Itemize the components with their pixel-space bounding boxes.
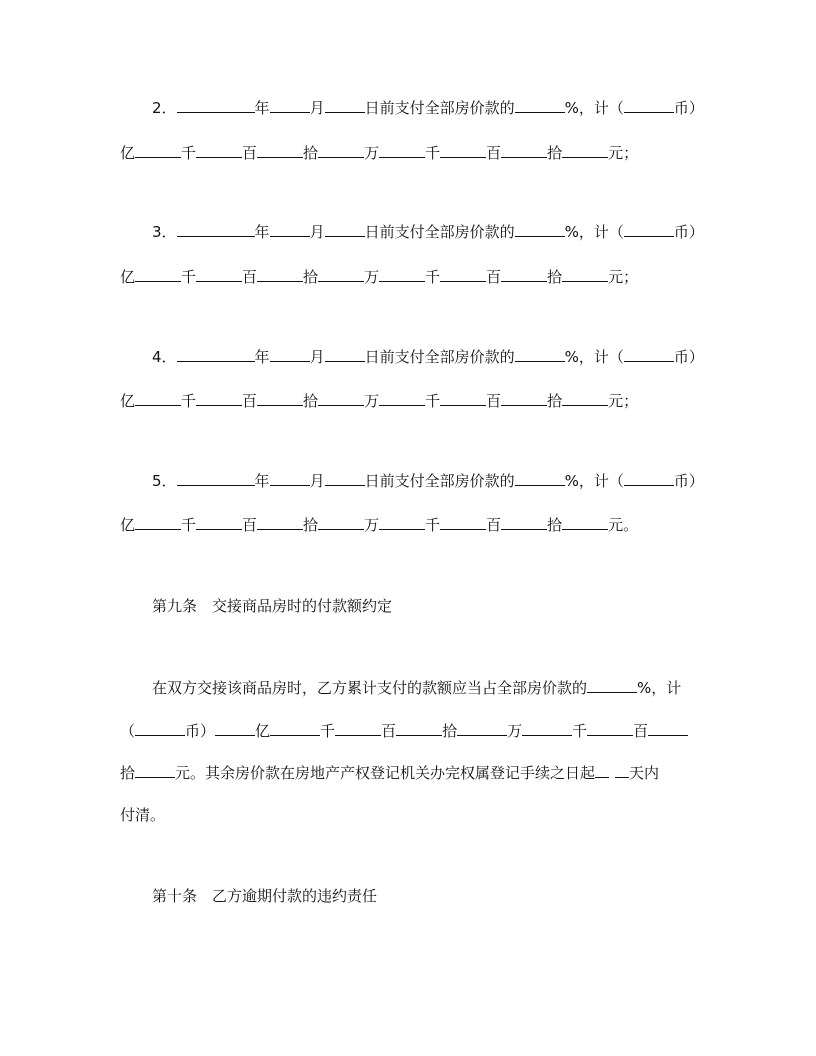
label-year: 年 <box>254 223 270 241</box>
blank-field[interactable] <box>624 222 674 237</box>
blank-field[interactable] <box>177 471 255 486</box>
blank-field[interactable] <box>522 721 572 736</box>
blank-field[interactable] <box>595 763 609 778</box>
clause-4-line-2 <box>120 391 638 411</box>
unit-label: 亿 <box>120 144 136 162</box>
blank-field[interactable] <box>135 143 181 158</box>
unit-label: 拾 <box>303 144 319 162</box>
unit-label: 万 <box>364 268 380 286</box>
unit-label: 拾 <box>442 722 458 740</box>
paren-open: （ <box>120 722 136 740</box>
article-9-para-line-4: 付清。 <box>120 806 166 824</box>
paragraph-text: 在双方交接该商品房时，乙方累计支付的款额应当占全部房价款的 <box>152 679 588 697</box>
label-month: 月 <box>309 472 325 490</box>
article-9-para-line-2 <box>120 721 688 741</box>
blank-field[interactable] <box>562 391 608 406</box>
blank-field[interactable] <box>257 143 303 158</box>
blank-field[interactable] <box>135 721 185 736</box>
unit-label: 千 <box>181 268 197 286</box>
blank-field[interactable] <box>562 143 608 158</box>
unit-label: 百 <box>486 392 502 410</box>
unit-label: 百 <box>242 392 258 410</box>
unit-label: 万 <box>507 722 523 740</box>
blank-field[interactable] <box>270 721 320 736</box>
label-month: 月 <box>309 99 325 117</box>
clause-text: 日前支付全部房价款的 <box>364 348 515 366</box>
unit-label: 千 <box>425 268 441 286</box>
label-currency: 币） <box>185 722 216 740</box>
unit-label: 拾 <box>120 764 136 782</box>
unit-label: 千 <box>425 144 441 162</box>
blank-field[interactable] <box>615 763 629 778</box>
blank-field[interactable] <box>379 391 425 406</box>
unit-label: 元。 <box>608 516 639 534</box>
blank-field[interactable] <box>177 347 255 362</box>
blank-field[interactable] <box>396 721 442 736</box>
blank-field[interactable] <box>562 515 608 530</box>
blank-field[interactable] <box>196 143 242 158</box>
unit-label: 拾 <box>547 516 563 534</box>
label-currency: 币） <box>673 99 704 117</box>
blank-field[interactable] <box>318 143 364 158</box>
label-year: 年 <box>254 472 270 490</box>
blank-field[interactable] <box>587 721 633 736</box>
unit-label: 拾 <box>547 144 563 162</box>
blank-field[interactable] <box>624 98 674 113</box>
blank-field[interactable] <box>318 515 364 530</box>
label-percent: %，计 <box>637 679 682 697</box>
unit-label: 百 <box>242 144 258 162</box>
blank-field[interactable] <box>515 98 565 113</box>
clause-text: 日前支付全部房价款的 <box>364 472 515 490</box>
clause-number: 3． <box>152 223 177 241</box>
blank-field[interactable] <box>135 763 175 778</box>
clause-3-line-1 <box>152 222 704 242</box>
blank-field[interactable] <box>501 515 547 530</box>
blank-field[interactable] <box>515 347 565 362</box>
unit-label: 千 <box>181 516 197 534</box>
unit-label: 亿 <box>255 722 271 740</box>
unit-label: 元； <box>608 392 639 410</box>
unit-label: 拾 <box>303 516 319 534</box>
label-year: 年 <box>254 348 270 366</box>
unit-label: 亿 <box>120 516 136 534</box>
label-currency: 币） <box>673 348 704 366</box>
clause-2-line-1 <box>152 98 704 118</box>
clause-5-line-2 <box>120 515 638 535</box>
clause-2-line-2 <box>120 143 638 163</box>
blank-field[interactable] <box>379 515 425 530</box>
blank-field[interactable] <box>270 471 310 486</box>
unit-label: 千 <box>425 392 441 410</box>
label-currency: 币） <box>673 223 704 241</box>
blank-field[interactable] <box>257 267 303 282</box>
blank-field[interactable] <box>318 267 364 282</box>
article-9-heading: 第九条 交接商品房时的付款额约定 <box>152 597 393 615</box>
blank-field[interactable] <box>515 471 565 486</box>
unit-label: 百 <box>242 268 258 286</box>
unit-label: 拾 <box>303 268 319 286</box>
blank-field[interactable] <box>196 267 242 282</box>
blank-field[interactable] <box>648 721 688 736</box>
blank-field[interactable] <box>177 98 255 113</box>
article-9-para-line-3 <box>120 763 659 783</box>
blank-field[interactable] <box>325 347 365 362</box>
blank-field[interactable] <box>379 267 425 282</box>
clause-number: 4． <box>152 348 177 366</box>
unit-label: 百 <box>242 516 258 534</box>
clause-text: 日前支付全部房价款的 <box>364 99 515 117</box>
blank-field[interactable] <box>318 391 364 406</box>
blank-field[interactable] <box>440 515 486 530</box>
blank-field[interactable] <box>270 222 310 237</box>
label-percent: %，计（ <box>564 348 624 366</box>
clause-number: 2． <box>152 99 177 117</box>
blank-field[interactable] <box>196 391 242 406</box>
blank-field[interactable] <box>501 391 547 406</box>
unit-label: 百 <box>486 268 502 286</box>
blank-field[interactable] <box>270 347 310 362</box>
clause-text: 日前支付全部房价款的 <box>364 223 515 241</box>
label-month: 月 <box>309 223 325 241</box>
unit-label: 拾 <box>547 392 563 410</box>
unit-label: 拾 <box>547 268 563 286</box>
unit-label: 千 <box>320 722 336 740</box>
unit-label: 亿 <box>120 268 136 286</box>
blank-field[interactable] <box>325 98 365 113</box>
unit-label: 元； <box>608 144 639 162</box>
unit-label: 拾 <box>303 392 319 410</box>
blank-field[interactable] <box>135 515 181 530</box>
article-10-heading: 第十条 乙方逾期付款的违约责任 <box>152 887 378 905</box>
clause-5-line-1 <box>152 471 704 491</box>
blank-field[interactable] <box>215 721 255 736</box>
clause-3-line-2 <box>120 267 638 287</box>
blank-field[interactable] <box>440 143 486 158</box>
blank-field[interactable] <box>440 267 486 282</box>
unit-label: 千 <box>425 516 441 534</box>
blank-field[interactable] <box>135 267 181 282</box>
unit-label: 百 <box>381 722 397 740</box>
blank-field[interactable] <box>270 98 310 113</box>
unit-label: 万 <box>364 144 380 162</box>
label-year: 年 <box>254 99 270 117</box>
paragraph-text: 天内 <box>629 764 660 782</box>
unit-label: 万 <box>364 392 380 410</box>
paragraph-text: 元。其余房价款在房地产产权登记机关办完权属登记手续之日起 <box>175 764 596 782</box>
label-percent: %，计（ <box>564 472 624 490</box>
unit-label: 万 <box>364 516 380 534</box>
blank-field[interactable] <box>257 515 303 530</box>
blank-field[interactable] <box>501 267 547 282</box>
blank-field[interactable] <box>501 143 547 158</box>
article-9-para-line-1 <box>152 678 681 698</box>
blank-field[interactable] <box>325 471 365 486</box>
clause-number: 5． <box>152 472 177 490</box>
blank-field[interactable] <box>440 391 486 406</box>
unit-label: 千 <box>181 144 197 162</box>
blank-field[interactable] <box>135 391 181 406</box>
clause-4-line-1 <box>152 347 704 367</box>
blank-field[interactable] <box>587 678 637 693</box>
unit-label: 百 <box>633 722 649 740</box>
label-percent: %，计（ <box>564 99 624 117</box>
blank-field[interactable] <box>335 721 381 736</box>
unit-label: 千 <box>572 722 588 740</box>
blank-field[interactable] <box>515 222 565 237</box>
blank-field[interactable] <box>624 347 674 362</box>
blank-field[interactable] <box>196 515 242 530</box>
label-month: 月 <box>309 348 325 366</box>
unit-label: 百 <box>486 144 502 162</box>
label-percent: %，计（ <box>564 223 624 241</box>
unit-label: 百 <box>486 516 502 534</box>
label-currency: 币） <box>673 472 704 490</box>
unit-label: 亿 <box>120 392 136 410</box>
unit-label: 千 <box>181 392 197 410</box>
blank-field[interactable] <box>257 391 303 406</box>
blank-field[interactable] <box>177 222 255 237</box>
blank-field[interactable] <box>325 222 365 237</box>
blank-field[interactable] <box>457 721 507 736</box>
blank-field[interactable] <box>562 267 608 282</box>
blank-field[interactable] <box>624 471 674 486</box>
blank-field[interactable] <box>379 143 425 158</box>
unit-label: 元； <box>608 268 639 286</box>
